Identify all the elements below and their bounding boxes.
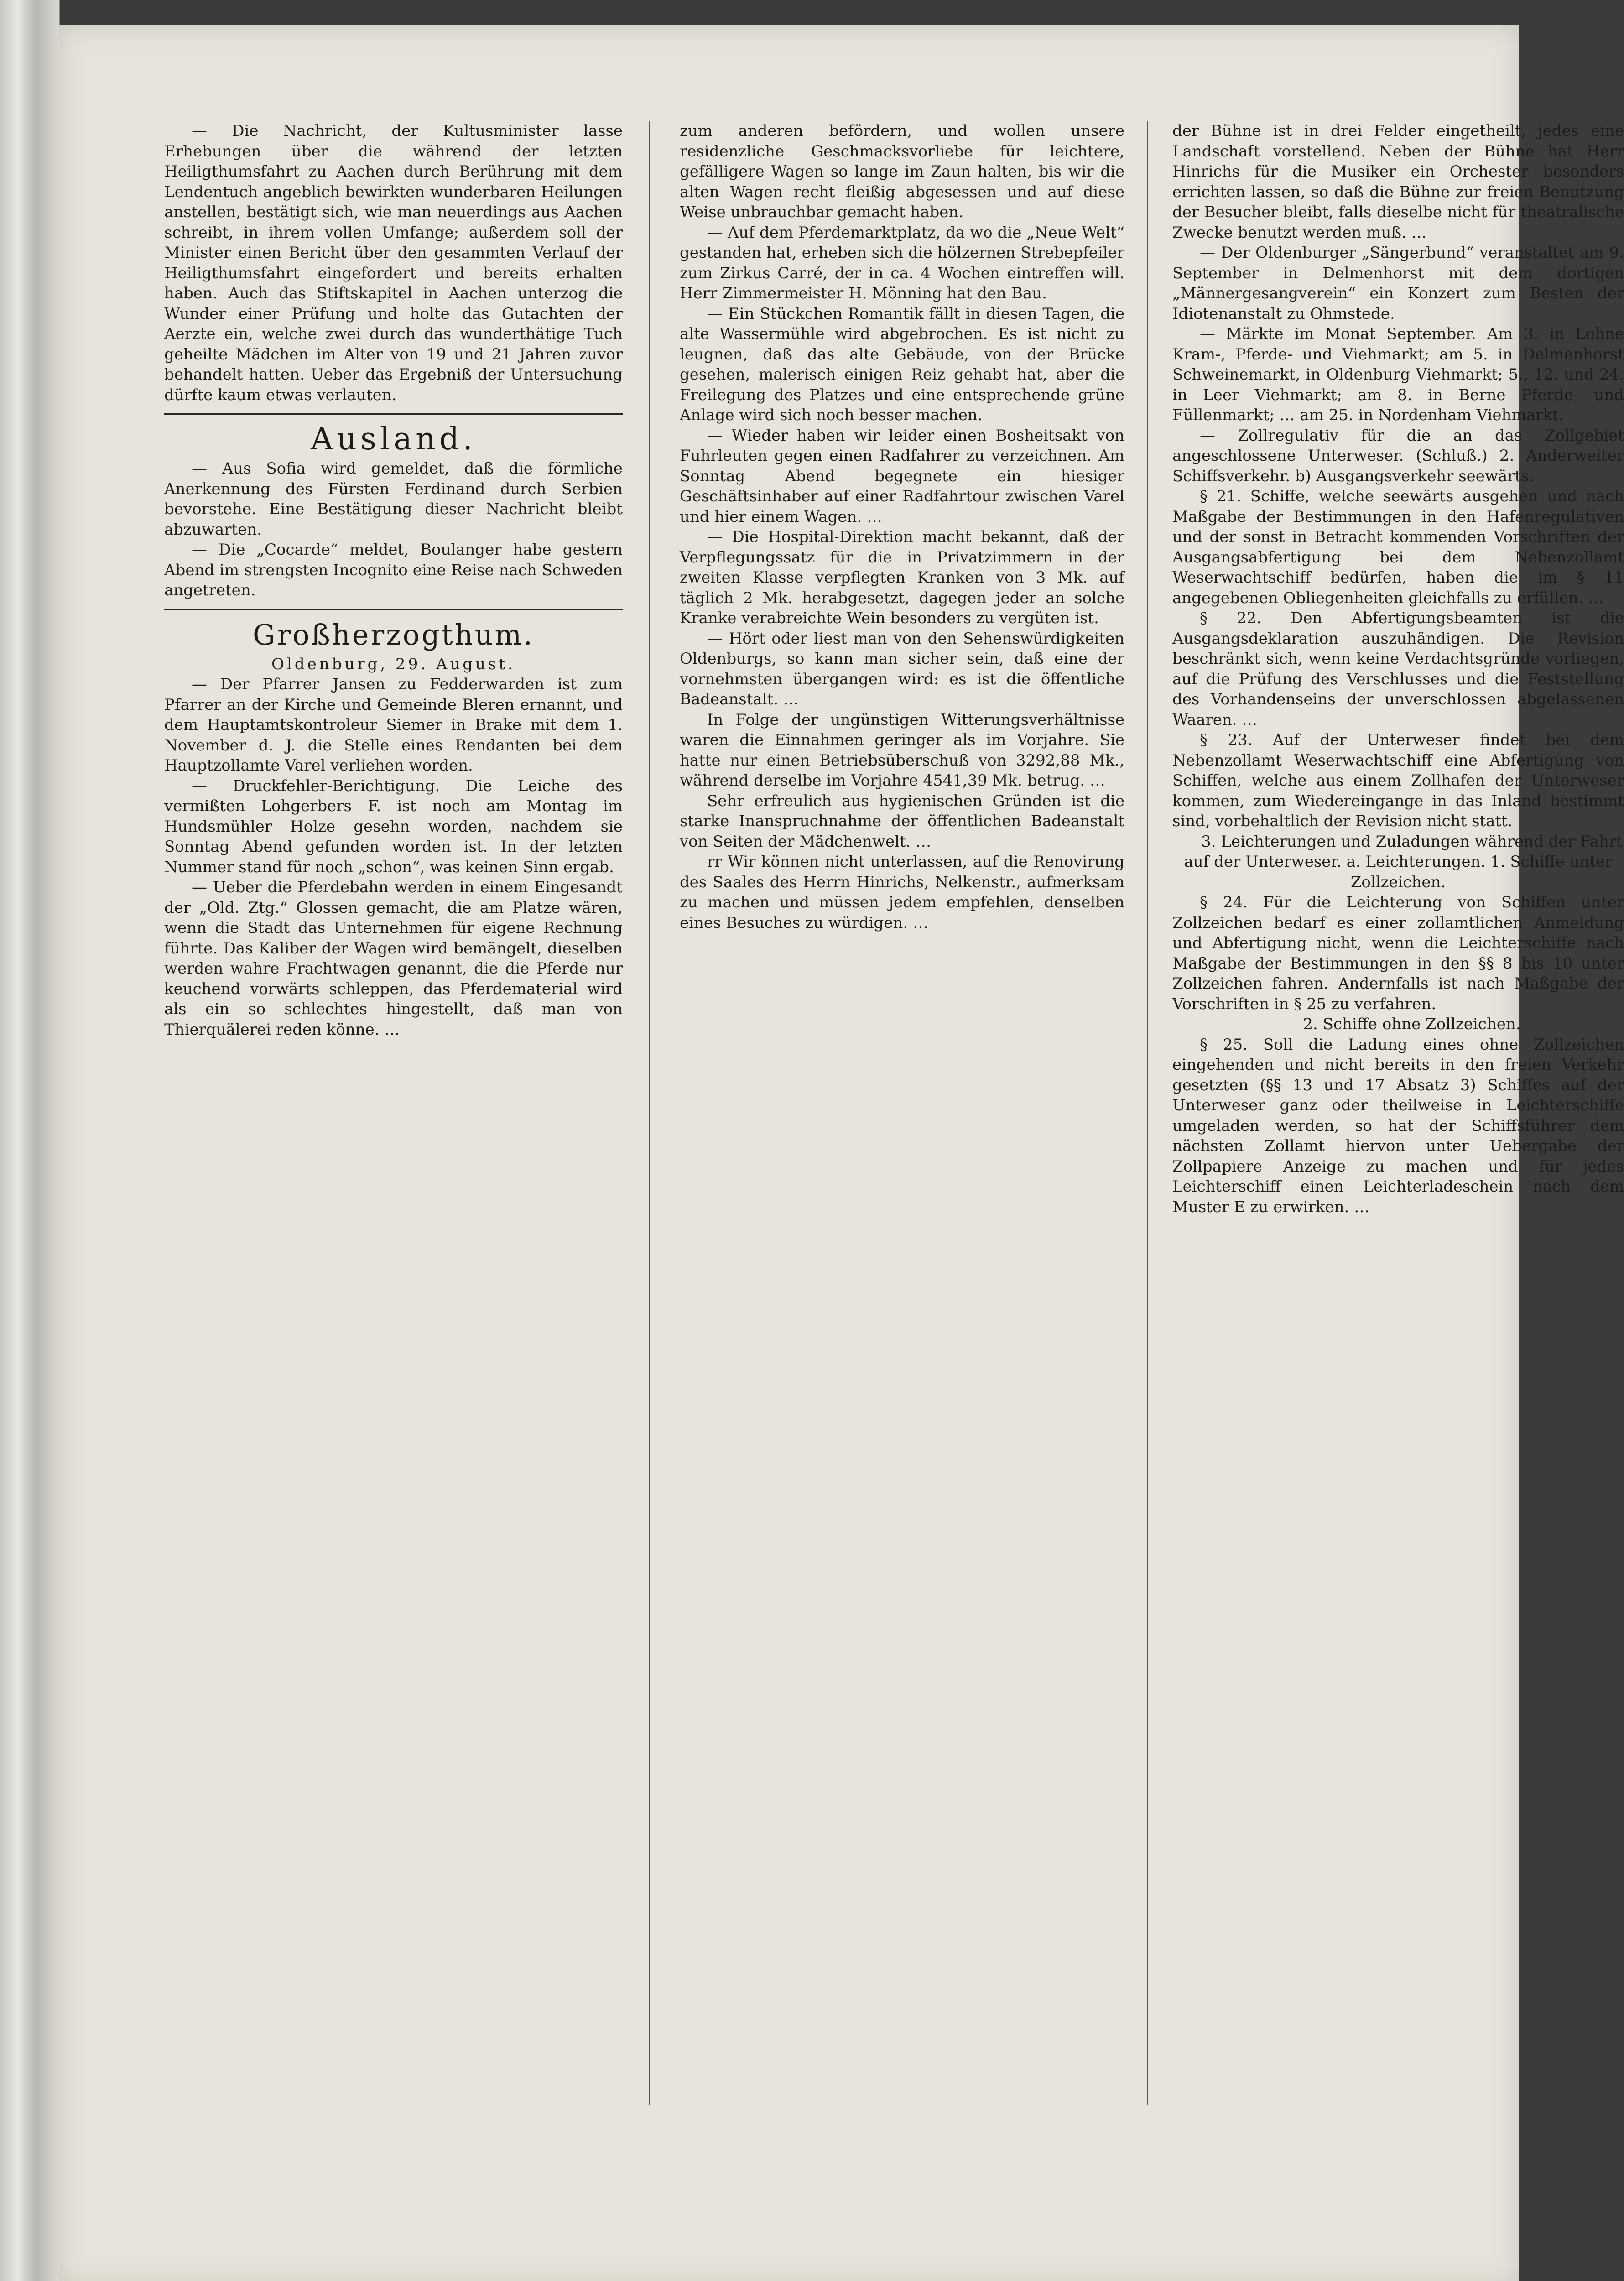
article-pferdebahn: — Ueber die Pferdebahn werden in einem Eingesandt der „Old. Ztg.“ Glossen gemacht, die am Platze wären, wenn die Stadt das Unternehmen für eigene Rechnung führte. Das Kaliber der Wagen wird bemängelt, dieselben werden wahre Frachtwagen genannt, die die Pferde nur keuchend vorwärts schleppen, das Pferdematerial wird als ein so schlechtes hingestellt, daß man von Thierquälerei reden könne. … [164,878,623,1039]
article-kultusminister: — Die Nachricht, der Kultusminister lasse Erhebungen über die während der letzten Heiligthumsfahrt zu Aachen durch Berührung mit dem Lendentuch angeblich bewirkten wunderbaren Heilungen anstellen, bestätigt sich, wie man neuerdings aus Aachen schreibt, in ihrem vollen Umfange; außerdem soll der Minister einen Bericht über den gesammten Verlauf der Heiligthumsfahrt eingefordert und bereits erhalten haben. Auch das Stiftskapitel in Aachen unterzog die Wunder einer Prüfung und holte das Gutachten der Aerzte ein, welche zwei durch das wunderthätige Tuch geheilte Mädchen im Alter von 19 und 21 Jahren zuvor behandelt hatten. Ueber das Ergebniß der Untersuchung dürfte kaum etwas verlauten. [164,122,623,404]
article-pferdemarktplatz: — Auf dem Pferdemarktplatz, da wo die „Neue Welt“ gestanden hat, erheben sich die hölzernen Strebepfeiler zum Zirkus Carré, der in ca. 4 Wochen eintreffen will. Herr Zimmermeister H. Mönning hat den Bau. [680,223,1124,302]
article-paragraph-22: § 22. Den Abfertigungsbeamten ist die Ausgangsdeklaration auszuhändigen. Die Revision beschränkt sich, wenn keine Verdachtsgründe vorliegen, auf die Prüfung des Verschlusses und die Feststellung des Vorhandenseins der unverschlossen abgelassenen Waaren. … [1172,609,1624,729]
column-middle [680,121,1124,933]
article-pfarrer: — Der Pfarrer Jansen zu Fedderwarden ist zum Pfarrer an der Kirche und Gemeinde Bleren ernannt, und dem Hauptamtskontroleur Siemer in Brake mit dem 1. November d. J. die Stelle eines Rendanten bei dem Hauptzollamte Varel verliehen worden. [164,675,623,775]
section-heading-grossherzogthum: Großherzogthum. [252,618,535,651]
section-rule [164,609,623,610]
article-badeanstalt-maedchen: Sehr erfreulich aus hygienischen Gründen ist die starke Inanspruchnahme der öffentlichen Badeanstalt von Seiten der Mädchenwelt. … [680,792,1124,851]
article-druckfehler: — Druckfehler-Berichtigung. Die Leiche des vermißten Lohgerbers F. ist noch am Montag im Hundsmühler Holze gesehn worden, nachdem sie Sonntag Abend gefunden worden ist. In der letzten Nummer stand für noch „schon“, was keinen Sinn ergab. [164,776,623,876]
column-right [1172,121,1624,1217]
column-divider-1 [649,121,650,2105]
article-paragraph-24: § 24. Für die Leichterung von Schiffen unter Zollzeichen bedarf es einer zollamtlichen Anmeldung und Abfertigung nicht, wenn die Leichterschiffe nach Maßgabe der Bestimmungen in den §§ 8 bis 10 unter Zollzeichen fahren. Andernfalls ist nach Maßgabe der Vorschriften in § 25 zu verfahren. [1172,893,1624,1013]
article-saal-hinrichs: rr Wir können nicht unterlassen, auf die Renovirung des Saales des Herrn Hinrichs, Nelkenstr., aufmerksam zu machen und müssen jedem empfehlen, denselben eines Besuches zu würdigen. … [680,853,1124,932]
article-paragraph-21: § 21. Schiffe, welche seewärts ausgehen und nach Maßgabe der Bestimmungen in den Hafenregulativen und der sonst in Betracht kommenden Vorschriften der Ausgangsabfertigung bei dem Nebenzollamt Weserwachtschiff bedürfen, haben die im § 11 angegebenen Obliegenheiten gleichfalls zu erfüllen. … [1172,487,1624,607]
article-romantik: — Ein Stückchen Romantik fällt in diesen Tagen, die alte Wassermühle wird abgebrochen. Es ist nicht zu leugnen, daß das alte Gebäude, von der Brücke gesehen, malerisch einigen Reiz gehabt hat, aber die Freilegung des Platzes und eine entsprechende grüne Anlage wird sich noch besser machen. [680,304,1124,424]
article-boulanger: — Die „Cocarde“ meldet, Boulanger habe gestern Abend im strengsten Incognito eine Reise nach Schweden angetreten. [164,541,623,599]
section-heading-ausland: Ausland. [310,421,477,457]
article-zollregulativ-head: — Zollregulativ für die an das Zollgebiet angeschlossene Unterweser. (Schluß.) 2. Anderweiter Schiffsverkehr. b) Ausgangsverkehr seewärts. [1172,426,1624,485]
article-hospital: — Die Hospital-Direktion macht bekannt, daß der Verpflegungssatz für die in Privatzimmern in der zweiten Klasse verpflegten Kranken von 3 Mk. auf täglich 2 Mk. herabgesetzt, dagegen jeder an solche Kranke verabreichte Wein besonders zu vergüten ist. [680,528,1124,627]
article-paragraph-23: § 23. Auf der Unterweser findet bei dem Nebenzollamt Weserwachtschiff eine Abfertigung von Schiffen, welche aus einem Zollhafen der Unterweser kommen, zum Wiedereingange in das Inland bestimmt sind, vorbehaltlich der Revision nicht statt. [1172,731,1624,830]
column-divider-2 [1147,121,1148,2105]
article-badeanstalt-finanzen: In Folge der ungünstigen Witterungsverhältnisse waren die Einnahmen geringer als im Vorjahre. Sie hatte nur einen Betriebsüberschuß von 3292,88 Mk., während derselbe im Vorjahre 4541,39 Mk. betrug. … [680,710,1124,790]
article-maerkte: — Märkte im Monat September. Am 3. in Lohne Kram-, Pferde- und Viehmarkt; am 5. in Delmenhorst Schweinemarkt, in Oldenburg Viehmarkt; 5., 12. und 24. in Leer Viehmarkt; am 8. in Berne Pferde- und Füllenmarkt; … am 25. in Nordenham Viehmarkt. [1172,325,1624,424]
article-saengerbund: — Der Oldenburger „Sängerbund“ veranstaltet am 9. September in Delmenhorst mit dem dortigen „Männergesangverein“ ein Konzert zum Besten der Idiotenanstalt zu Ohmstede. [1172,244,1624,323]
article-sofia: — Aus Sofia wird gemeldet, daß die förmliche Anerkennung des Fürsten Ferdinand durch Serbien bevorstehe. Eine Bestätigung dieser Nachricht bleibt abzuwarten. [164,459,623,539]
column-left [164,121,623,1040]
article-paragraph-25: § 25. Soll die Ladung eines ohne Zollzeichen eingehenden und nicht bereits in den freien Verkehr gesetzten (§§ 13 und 17 Absatz 3) Schiffes auf der Unterweser ganz oder theilweise in Leichterschiffe umgeladen werden, so hat der Schiffsführer dem nächsten Zollamt hiervon unter Uebergabe der Zollpapiere Anzeige zu machen und für jedes Leichterschiff einen Leichterladeschein nach dem Muster E zu erwirken. … [1172,1035,1624,1216]
book-binding-edge [0,0,60,2281]
article-badeanstalt: — Hört oder liest man von den Sehenswürdigkeiten Oldenburgs, so kann man sicher sein, daß eine der vornehmsten übergangen wird: es ist die öffentliche Badeanstalt. … [680,629,1124,708]
article-bosheitsakt: — Wieder haben wir leider einen Bosheitsakt von Fuhrleuten gegen einen Radfahrer zu verzeichnen. Am Sonntag Abend begegnete ein hiesiger Geschäftsinhaber auf einer Radfahrtour zwischen Varel und hier einem Wagen. … [680,426,1124,526]
section-rule [164,413,623,415]
dateline: Oldenburg, 29. August. [271,655,515,673]
article-leichterungen-head: 3. Leichterungen und Zuladungen während der Fahrt auf der Unterweser. a. Leichterungen. 1. Schiffe unter Zollzeichen. [1184,832,1623,891]
article-saal-cont: der Bühne ist in drei Felder eingetheilt, jedes eine Landschaft vorstellend. Neben der Bühne hat Herr Hinrichs für die Musiker ein Orchester besonders errichten lassen, so daß die Bühne zur freien Benutzung der Besucher bleibt, falls dieselbe nicht für theatralische Zwecke benutzt werden muß. … [1172,122,1624,242]
article-pferdebahn-cont: zum anderen befördern, und wollen unsere residenzliche Geschmacksvorliebe für leichtere, gefälligere Wagen so lange im Zaun halten, bis wir die alten Wagen recht fleißig abgesessen und auf diese Weise unbrauchbar gemacht haben. [680,122,1124,221]
article-schiffe-ohne-zollzeichen: 2. Schiffe ohne Zollzeichen. [1303,1015,1521,1033]
newspaper-page [59,25,1624,2281]
